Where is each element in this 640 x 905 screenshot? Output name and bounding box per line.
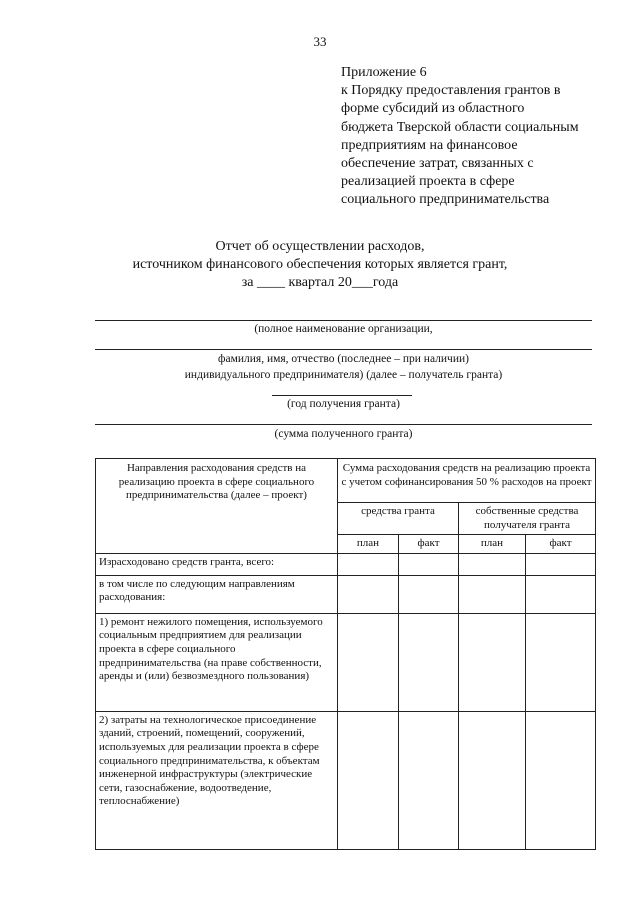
sum-caption: (сумма полученного гранта)	[274, 428, 413, 440]
appendix-block	[341, 64, 621, 210]
cell-own-fact	[526, 711, 596, 849]
year-line	[272, 395, 412, 396]
title-line-3: за ____ квартал 20___года	[241, 275, 399, 290]
fio-line	[95, 349, 592, 350]
appendix-line: Приложение 6	[341, 65, 427, 80]
table-row	[96, 613, 596, 711]
appendix-line: форме субсидий из областного	[341, 101, 525, 117]
cell-own-fact	[526, 575, 596, 613]
org-caption: (полное наименование организации,	[254, 323, 433, 335]
table-row	[96, 553, 596, 575]
header-grant-funds: средства гранта	[338, 503, 459, 535]
appendix-line: предприятиям на финансовое	[341, 137, 518, 153]
header-fact: факт	[526, 535, 596, 554]
cell-own-plan	[459, 711, 526, 849]
header-sum-group: Сумма расходования средств на реализацию проекта с учетом софинансирования 50 % расходов на проект	[338, 459, 596, 503]
header-fact: факт	[399, 535, 459, 554]
cell-grant-fact	[399, 711, 459, 849]
row-label: 1) ремонт нежилого помещения, используемого социальным предприятием для реализации проекта в сфере социального предпринимательства (на праве собственности, аренды и (или) безвозмездного пользования)	[96, 613, 338, 711]
title-line-1: Отчет об осуществлении расходов,	[215, 239, 425, 254]
row-label: 2) затраты на технологическое присоединение зданий, строений, помещений, сооружений, используемых для реализации проекта в сфере социального предпринимательства, к объектам инженерной инфраструктуры (электрические сети, газоснабжение, водоотведение, теплоснабжение)	[96, 711, 338, 849]
fio-caption-1: фамилия, имя, отчество (последнее – при наличии)	[218, 353, 469, 365]
header-own-funds: собственные средства получателя гранта	[459, 503, 596, 535]
report-title	[0, 238, 640, 292]
cell-grant-plan	[338, 613, 399, 711]
appendix-line: реализацией проекта в сфере	[341, 174, 515, 190]
cell-grant-plan	[338, 575, 399, 613]
row-label: Израсходовано средств гранта, всего:	[96, 553, 338, 575]
header-plan: план	[459, 535, 526, 554]
table-row	[96, 575, 596, 613]
org-name-line	[95, 320, 592, 321]
row-label: в том числе по следующим направлениям расходования:	[96, 575, 338, 613]
page-number: 33	[313, 34, 327, 49]
header-plan: план	[338, 535, 399, 554]
cell-own-fact	[526, 553, 596, 575]
cell-grant-fact	[399, 575, 459, 613]
cell-own-plan	[459, 575, 526, 613]
appendix-line: обеспечение затрат, связанных с	[341, 156, 534, 172]
sum-line	[95, 424, 592, 425]
title-line-2: источником финансового обеспечения которых является грант,	[132, 257, 508, 272]
cell-grant-plan	[338, 711, 399, 849]
appendix-line: к Порядку предоставления грантов в	[341, 83, 561, 99]
table-row	[96, 711, 596, 849]
fio-caption-2: индивидуального предпринимателя) (далее – получатель гранта)	[184, 369, 503, 381]
cell-own-fact	[526, 613, 596, 711]
expense-report-table	[95, 458, 596, 850]
header-directions: Направления расходования средств на реализацию проекта в сфере социального предпринимательства (далее – проект)	[96, 459, 338, 554]
cell-grant-fact	[399, 553, 459, 575]
year-caption: (год получения гранта)	[287, 398, 400, 410]
appendix-line: бюджета Тверской области социальным	[341, 119, 579, 135]
appendix-line: социального предпринимательства	[341, 192, 550, 208]
cell-own-plan	[459, 553, 526, 575]
cell-own-plan	[459, 613, 526, 711]
cell-grant-fact	[399, 613, 459, 711]
cell-grant-plan	[338, 553, 399, 575]
